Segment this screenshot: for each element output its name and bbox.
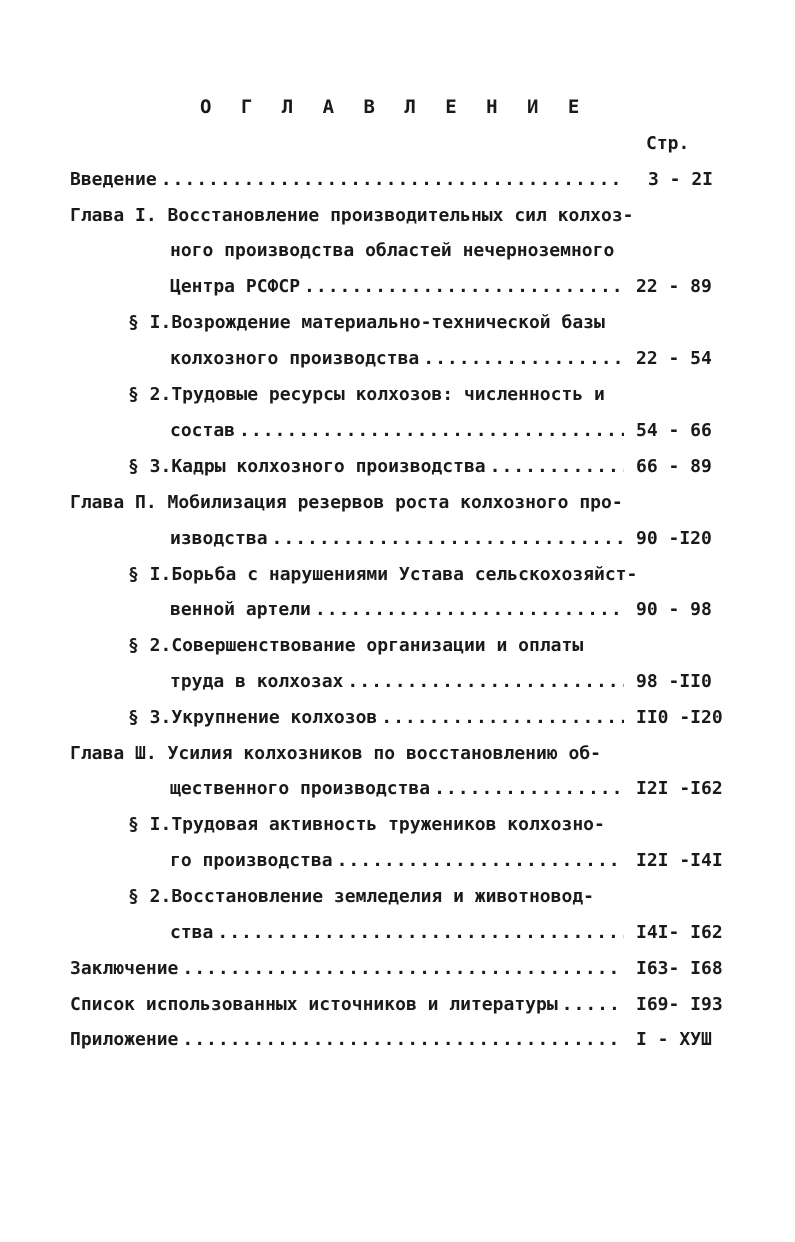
toc-pages: 22 - 89 [636,276,712,297]
dot-leader [182,956,624,982]
toc-entry-section-1-2: состав ..... [170,418,628,444]
toc-section-2-1-line1: § I.Борьба с нарушениями Устава сельскохозяйст- [128,564,638,585]
toc-entry-section-1-3: § 3.Кадры колхозного производства ..... [128,454,628,480]
toc-pages: 3 - 2I [648,169,714,190]
toc-chapter-2-line1: Глава П. Мобилизация резервов роста колхозного про- [70,492,623,513]
toc-entry-chapter-3: щественного производства ..... [170,776,628,802]
dot-leader [423,346,624,372]
dot-leader [490,454,624,480]
toc-pages: 90 - 98 [636,599,712,620]
toc-section-2-2-line1: § 2.Совершенствование организации и оплаты [128,635,584,656]
toc-section-3-2-line1: § 2.Восстановление земледелия и животновод- [128,886,594,907]
dot-leader [381,705,624,731]
toc-pages: II0 -I20 [636,707,723,728]
toc-pages: I4I- I62 [636,922,723,943]
toc-entry-conclusion: Заключение ..... [70,956,628,982]
toc-pages: I - ХУШ [636,1029,712,1050]
dot-leader [182,1027,624,1053]
toc-entry-section-2-1: венной артели ..... [170,597,628,623]
toc-section-1-1-line1: § I.Возрождение материально-технической базы [128,312,605,333]
dot-leader [315,597,624,623]
dot-leader [304,274,624,300]
toc-entry-section-3-1: го производства ..... [170,848,628,874]
toc-pages: I69- I93 [636,994,723,1015]
toc-pages: 66 - 89 [636,456,712,477]
toc-pages: I63- I68 [636,958,723,979]
toc-entry-section-2-2: труда в колхозах ..... [170,669,628,695]
dot-leader [272,526,624,552]
page-title: О Г Л А В Л Е Н И Е [200,96,589,118]
toc-pages: I2I -I62 [636,778,723,799]
toc-entry-introduction: Введение ..... [70,167,630,193]
toc-pages: 22 - 54 [636,348,712,369]
toc-pages: 54 - 66 [636,420,712,441]
toc-chapter-1-line1: Глава I. Восстановление производительных сил колхоз- [70,205,634,226]
dot-leader [434,776,624,802]
toc-entry-section-2-3: § 3.Укрупнение колхозов ..... [128,705,628,731]
dot-leader [217,920,624,946]
toc-pages: 90 -I20 [636,528,712,549]
toc-entry-bibliography: Список использованных источников и литературы ..... [70,992,628,1018]
toc-chapter-3-line1: Глава Ш. Усилия колхозников по восстановлению об- [70,743,602,764]
dot-leader [562,992,624,1018]
dot-leader [161,167,626,193]
dot-leader [239,418,624,444]
toc-section-3-1-line1: § I.Трудовая активность тружеников колхозно- [128,814,605,835]
dot-leader [347,669,624,695]
toc-pages: 98 -II0 [636,671,712,692]
toc-entry-section-3-2: ства ..... [170,920,628,946]
toc-entry-chapter-1: Центра РСФСР ..... [170,274,628,300]
toc-entry-chapter-2: изводства ..... [170,526,628,552]
toc-pages: I2I -I4I [636,850,723,871]
page-column-label: Стр. [646,133,690,154]
toc-entry-appendix: Приложение ..... [70,1027,628,1053]
dot-leader [337,848,624,874]
toc-entry-section-1-1: колхозного производства ..... [170,346,628,372]
toc-chapter-1-line2: ного производства областей нечерноземного [170,240,615,261]
toc-section-1-2-line1: § 2.Трудовые ресурсы колхозов: численность и [128,384,605,405]
